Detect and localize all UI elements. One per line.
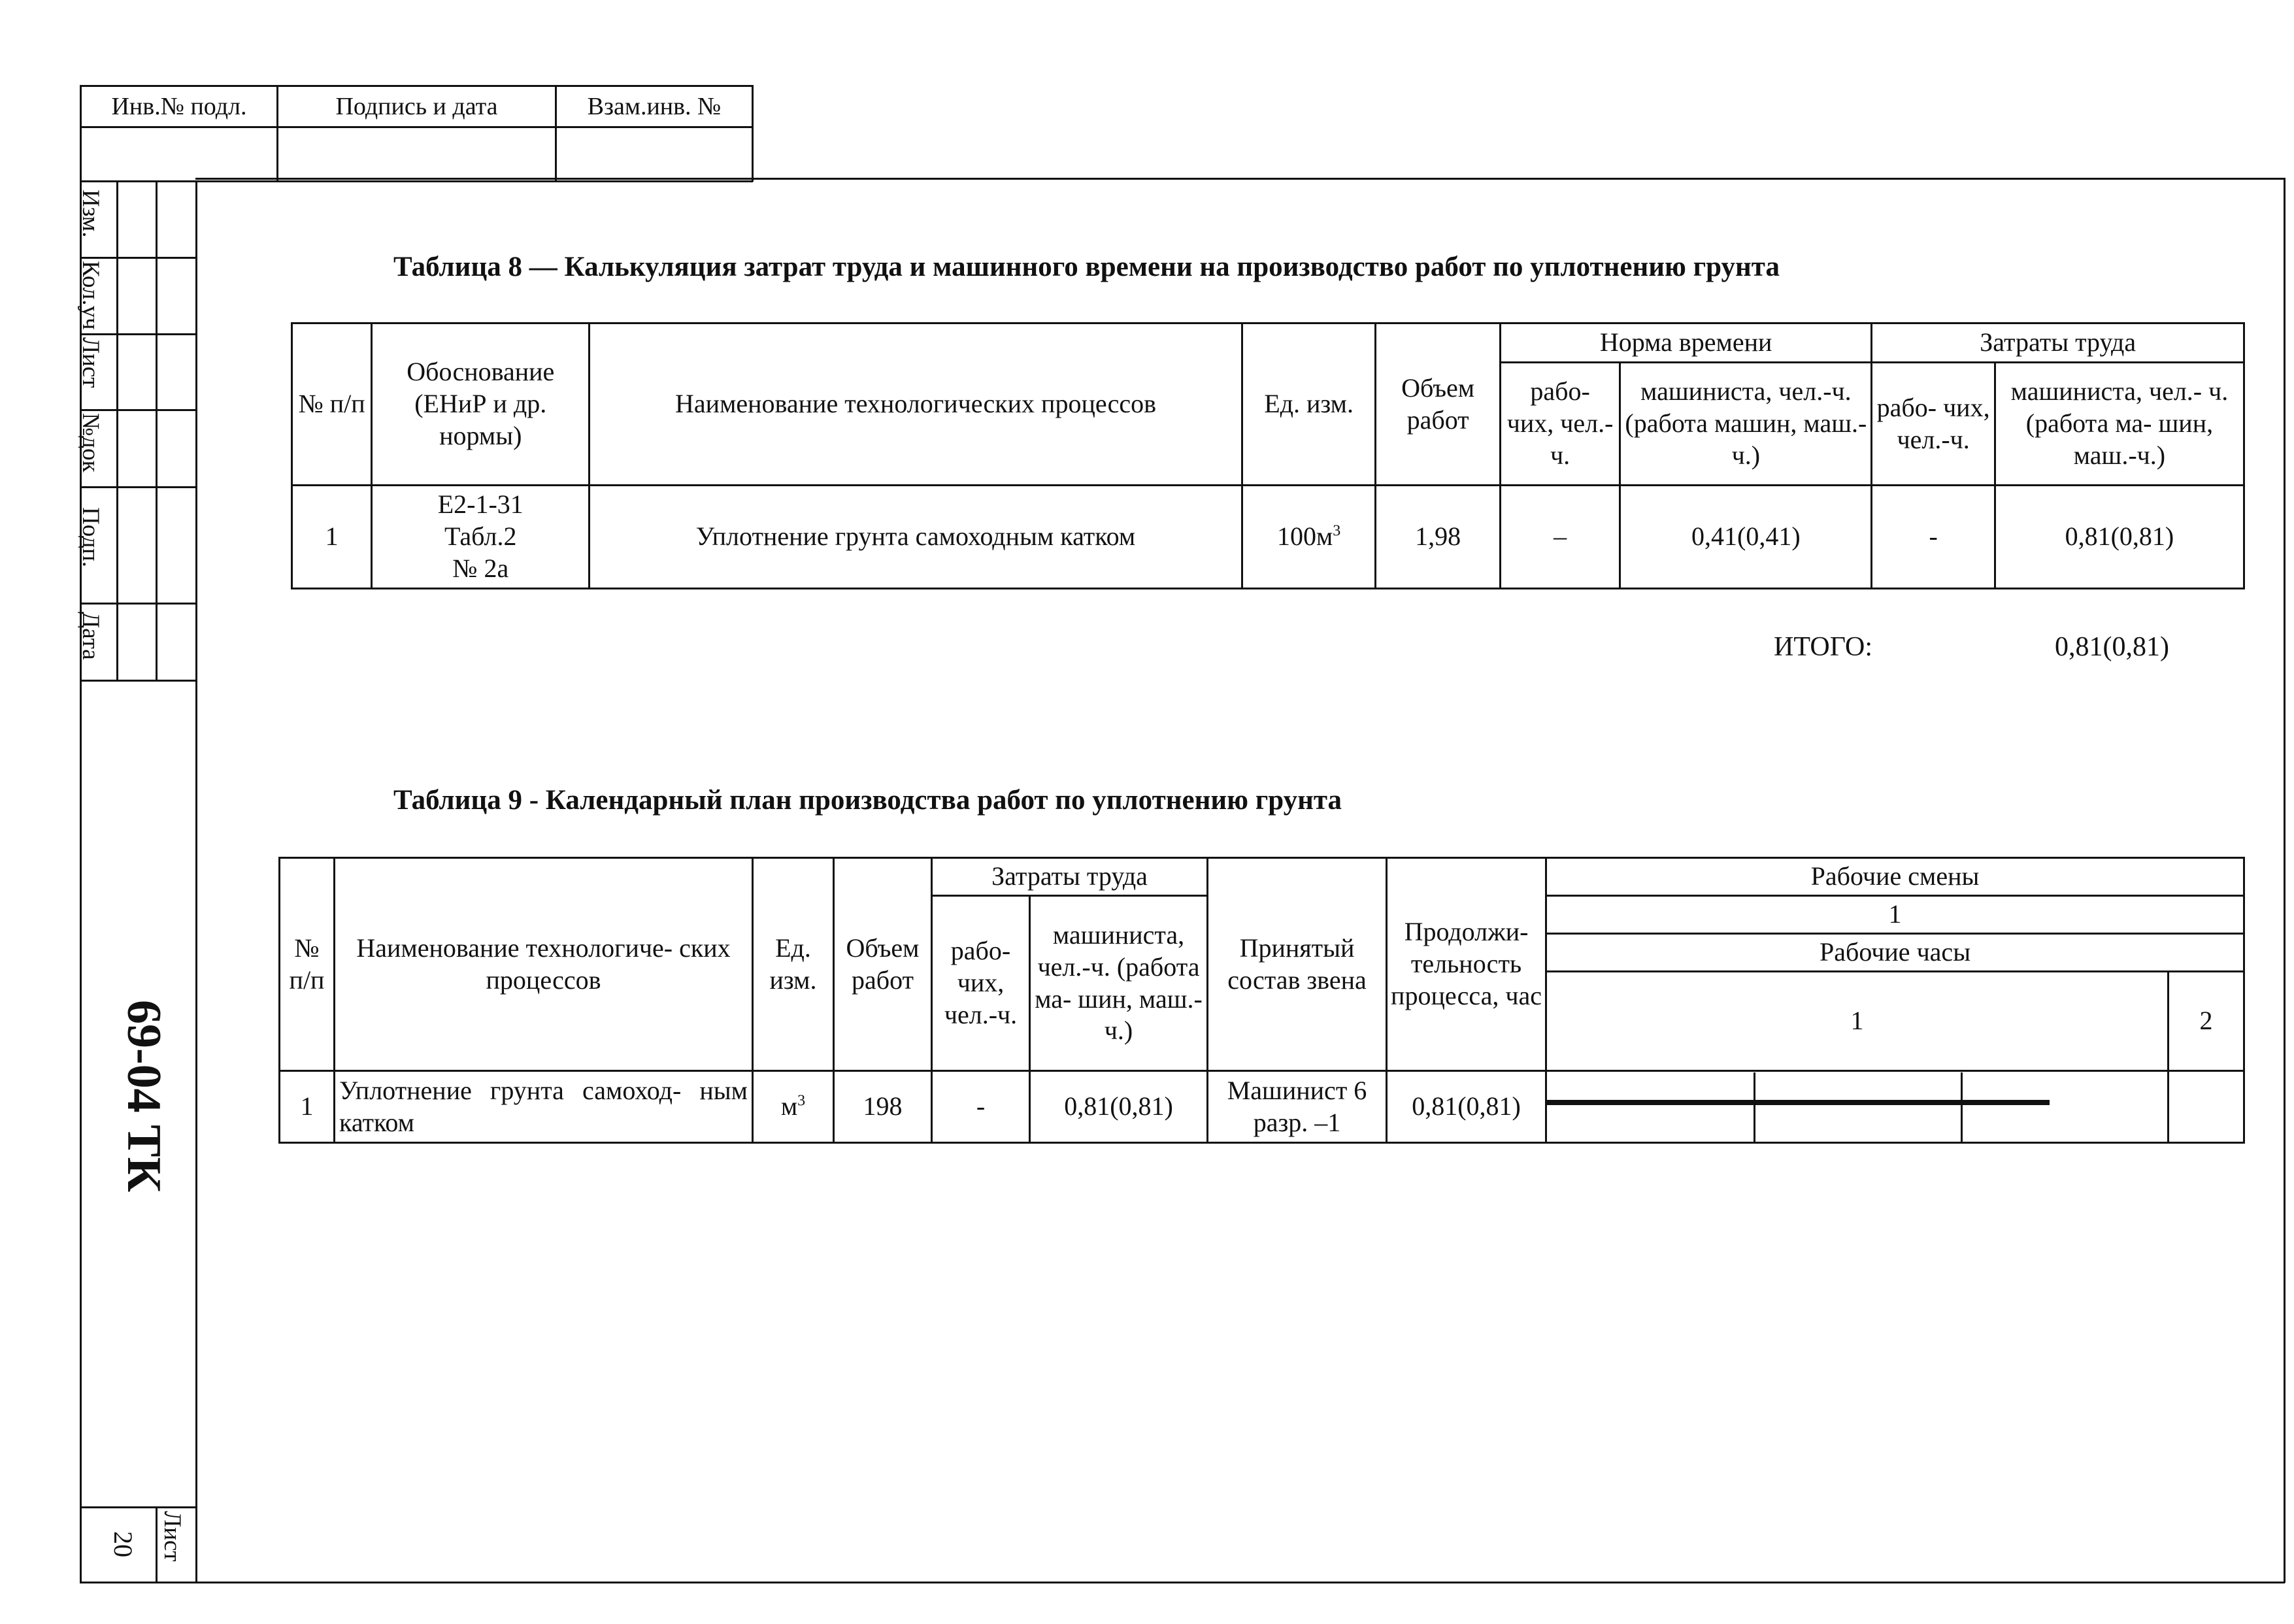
side-label-izm: Изм. <box>77 190 104 238</box>
t9-header-unit: Ед. изм. <box>753 858 834 1071</box>
side-label-ndok: №док <box>77 413 104 472</box>
t8-total-value: 0,81(0,81) <box>2055 632 2169 662</box>
table9 <box>278 857 2245 1144</box>
t8-row-basis <box>372 486 590 589</box>
t8-row-unit-text: 100м <box>1276 522 1333 552</box>
t9-row-name: Уплотнение грунта самоход- ным катком <box>335 1071 753 1143</box>
t8-header-costs: Затраты труда <box>1872 323 2244 363</box>
t8-row-norm-workers: – <box>1500 486 1620 589</box>
t9-gantt-cell-hour2 <box>2169 1071 2244 1143</box>
t9-header-costs: Затраты труда <box>932 858 1208 896</box>
t9-row-unit-text: м <box>780 1091 798 1121</box>
t8-row-norm-machinist: 0,41(0,41) <box>1620 486 1872 589</box>
table8 <box>291 322 2245 589</box>
t8-row-volume: 1,98 <box>1376 486 1501 589</box>
table8-title: Таблица 8 — Калькуляция затрат труда и машинного времени на производство работ по уплотнению грунта <box>393 252 1780 282</box>
t9-row-volume: 198 <box>834 1071 932 1143</box>
t8-row-name: Уплотнение грунта самоходным катком <box>590 486 1242 589</box>
t9-header-shifts: Рабочие смены <box>1546 858 2244 896</box>
t8-header-norm-workers: рабо- чих, чел.-ч. <box>1500 363 1620 486</box>
t9-header-name: Наименование технологиче- ских процессов <box>335 858 753 1071</box>
t9-header-machinist: машиниста, чел.-ч. (работа ма- шин, маш.-ч.) <box>1030 896 1208 1071</box>
t8-row-unit <box>1242 486 1376 589</box>
t8-header-unit: Ед. изм. <box>1242 323 1376 486</box>
t8-header-volume: Объем работ <box>1376 323 1501 486</box>
t9-row-unit-sup: 3 <box>797 1092 806 1110</box>
t8-header-num: № п/п <box>292 323 372 486</box>
t8-row-basis-2: Табл.2 <box>444 522 517 552</box>
t9-header-hour-1: 1 <box>1546 972 2169 1071</box>
t9-header-hour-2: 2 <box>2169 972 2244 1071</box>
t9-gantt-cell <box>1546 1071 2169 1143</box>
t9-header-duration: Продолжи- тельность процесса, час <box>1387 858 1546 1071</box>
t8-header-name: Наименование технологических процессов <box>590 323 1242 486</box>
stamp-inv-label: Инв.№ подл. <box>111 93 247 121</box>
side-label-kolvo: Кол.уч <box>77 261 104 330</box>
t8-header-norm-machinist: машиниста, чел.-ч. (работа машин, маш.-ч.) <box>1620 363 1872 486</box>
t8-header-cost-machinist: машиниста, чел.- ч. (работа ма- шин, маш.-ч.) <box>1995 363 2244 486</box>
t9-row-crew: Машинист 6 разр. –1 <box>1208 1071 1387 1143</box>
t9-header-crew: Принятый состав звена <box>1208 858 1387 1071</box>
sheet-label: Лист <box>159 1511 186 1562</box>
t8-row-unit-sup: 3 <box>1333 522 1341 540</box>
t8-row-cost-machinist: 0,81(0,81) <box>1995 486 2244 589</box>
t9-row-machinist: 0,81(0,81) <box>1030 1071 1208 1143</box>
document-code: 69-04 ТК <box>117 1000 171 1193</box>
t9-header-shift-num: 1 <box>1546 896 2244 934</box>
gantt-bar <box>1547 1100 2050 1105</box>
table-row <box>280 1071 2244 1143</box>
t9-header-workers: рабо- чих, чел.-ч. <box>932 896 1030 1071</box>
t8-row-basis-1: Е2-1-31 <box>437 489 524 520</box>
t8-header-basis: Обоснование (ЕНиР и др. нормы) <box>372 323 590 486</box>
t8-row-num: 1 <box>292 486 372 589</box>
t9-row-duration: 0,81(0,81) <box>1387 1071 1546 1143</box>
t8-header-cost-workers: рабо- чих, чел.-ч. <box>1872 363 1995 486</box>
stamp-replace-label: Взам.инв. № <box>587 93 722 121</box>
side-label-list: Лист <box>77 337 104 388</box>
t8-header-norm: Норма времени <box>1500 323 1872 363</box>
stamp-signature-label: Подпись и дата <box>335 93 498 121</box>
t9-header-hours: Рабочие часы <box>1546 934 2244 972</box>
t9-header-num: № п/п <box>280 858 335 1071</box>
t9-row-unit <box>753 1071 834 1143</box>
t9-header-volume: Объем работ <box>834 858 932 1071</box>
t8-row-cost-workers: - <box>1872 486 1995 589</box>
t9-row-workers: - <box>932 1071 1030 1143</box>
side-label-podp: Подп. <box>77 507 104 568</box>
side-label-data: Дата <box>77 612 104 660</box>
table9-title: Таблица 9 - Календарный план производства работ по уплотнению грунта <box>393 785 1342 816</box>
t8-total-label: ИТОГО: <box>1774 632 1872 662</box>
sheet-number: 20 <box>108 1531 138 1557</box>
table-row <box>292 486 2244 589</box>
t9-row-num: 1 <box>280 1071 335 1143</box>
t8-row-basis-3: № 2а <box>452 553 509 583</box>
